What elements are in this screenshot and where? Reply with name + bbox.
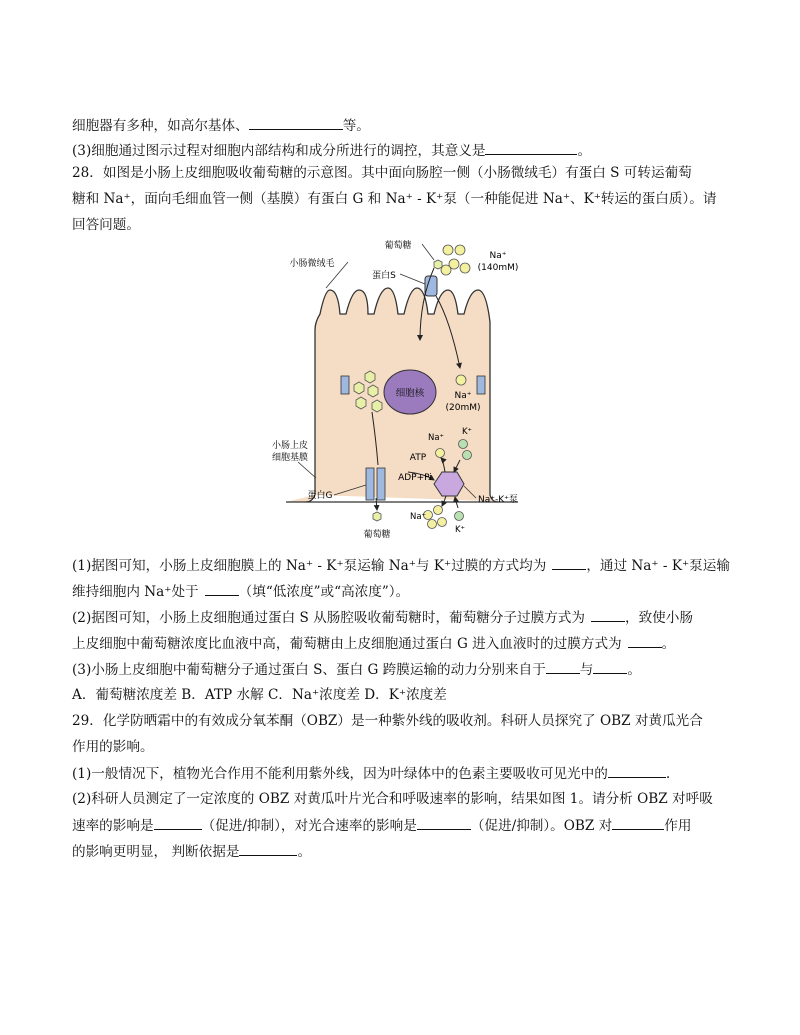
basal-label: 小肠上皮 — [271, 441, 309, 451]
answer-blank[interactable] — [628, 634, 662, 648]
question-29-2-line — [72, 790, 713, 808]
options-text: A．葡萄糖浓度差 B．ATP 水解 C．Na⁺浓度差 D．K⁺浓度差 — [72, 687, 447, 703]
answer-blank[interactable] — [546, 660, 580, 674]
na-ion — [441, 265, 451, 275]
text: 回答问题。 — [72, 217, 140, 233]
text: 。 — [297, 844, 312, 860]
k-ion — [463, 451, 472, 460]
protein-g — [377, 468, 385, 500]
na-inside-conc: (20mM) — [445, 403, 481, 413]
pump-label: Na⁺-K⁺泵 — [478, 495, 518, 505]
glucose-molecule — [368, 385, 378, 397]
protein-s-label: 蛋白S — [372, 271, 396, 281]
glucose-bottom-label: 葡萄糖 — [363, 530, 391, 540]
text: 速率的影响是 — [72, 818, 154, 834]
na-ion — [428, 520, 437, 529]
text: (3)小肠上皮细胞中葡萄糖分子通过蛋白 S、蛋白 G 跨膜运输的动力分别来自于 — [72, 662, 546, 678]
adp-label: ADP+Pi — [398, 473, 432, 483]
membrane-protein — [477, 376, 485, 394]
glucose-molecule — [372, 400, 382, 412]
question-28-line — [72, 216, 140, 234]
text: (1)一般情况下，植物光合作用不能利用紫外线，因为叶绿体中的色素主要吸收可见光中的 — [72, 766, 608, 782]
na-ion — [460, 263, 470, 273]
text: 作用 — [664, 818, 692, 834]
question-28-1-line — [72, 556, 730, 575]
question-29-2-line — [72, 842, 311, 861]
basal-label: 细胞基膜 — [271, 453, 309, 463]
na-ion — [436, 449, 445, 458]
glucose-molecule — [354, 382, 364, 394]
text: ，通过 Na⁺ - K⁺泵运输 — [586, 558, 730, 574]
answer-blank[interactable] — [417, 816, 471, 830]
na-bottom-label: Na⁺ — [409, 512, 427, 522]
text: 的影响更明显， 判断依据是 — [72, 844, 240, 860]
k-bottom-label: K⁺ — [454, 525, 466, 535]
answer-blank[interactable] — [552, 556, 586, 570]
text: 与 — [579, 662, 594, 678]
text-line — [72, 141, 591, 160]
question-28-3-line — [72, 660, 641, 679]
na-ion — [438, 518, 447, 527]
answer-blank[interactable] — [593, 660, 627, 674]
answer-blank[interactable] — [239, 842, 297, 856]
answer-blank[interactable] — [154, 816, 202, 830]
na-ion — [434, 506, 443, 515]
atp-label: ATP — [409, 453, 427, 463]
membrane-protein — [341, 376, 349, 394]
answer-blank[interactable] — [249, 116, 343, 130]
na-inside-label: Na⁺ — [454, 391, 472, 401]
na-outside-conc: (140mM) — [477, 263, 519, 273]
answer-blank[interactable] — [205, 582, 239, 596]
na-ion — [443, 245, 453, 255]
na-pump-label: Na⁺ — [427, 433, 445, 443]
text: (2)科研人员测定了一定浓度的 OBZ 对黄瓜叶片光合和呼吸速率的影响，结果如图 1。请分析 OBZ 对呼吸 — [72, 791, 713, 807]
text: (2)据图可知，小肠上皮细胞通过蛋白 S 从肠腔吸收葡萄糖时，葡萄糖分子过膜方式为 — [72, 610, 585, 626]
glucose-molecule — [356, 397, 366, 409]
na-ion — [456, 375, 466, 385]
answer-blank[interactable] — [612, 816, 664, 830]
question-29-2-line — [72, 816, 691, 835]
text: 糖和 Na⁺，面向毛细血管一侧（基膜）有蛋白 G 和 Na⁺ - K⁺泵（一种能促进 Na⁺、K⁺转运的蛋白质）。请 — [72, 191, 717, 207]
text: （填“低浓度”或“高浓度”）。 — [238, 584, 410, 600]
glucose-molecule — [434, 260, 442, 269]
text: 。 — [627, 662, 641, 678]
text: 等。 — [342, 118, 370, 134]
glucose-absorption-diagram — [260, 240, 550, 545]
question-28-1-line — [72, 582, 409, 601]
question-28-2-line — [72, 634, 675, 653]
answer-blank[interactable] — [608, 764, 666, 778]
glucose-top-label: 葡萄糖 — [384, 241, 412, 251]
k-pump-label: K⁺ — [461, 427, 473, 437]
answer-blank[interactable] — [591, 608, 625, 622]
text-line — [72, 116, 370, 135]
text: . — [665, 766, 671, 782]
text: 。 — [577, 143, 592, 159]
na-ion — [455, 245, 465, 255]
text: 28．如图是小肠上皮细胞吸收葡萄糖的示意图。其中面向肠腔一侧（小肠微绒毛）有蛋白 S 可转运葡萄 — [72, 165, 692, 181]
na-outside-label: Na⁺ — [489, 251, 507, 261]
k-ion — [455, 512, 464, 521]
question-28-line — [72, 190, 716, 208]
question-29-line — [72, 712, 703, 730]
question-28-2-line — [72, 608, 693, 627]
options-line — [72, 686, 447, 704]
text: 29．化学防晒霜中的有效成分氧苯酮（OBZ）是一种紫外线的吸收剂。科研人员探究了 OBZ 对黄瓜光合 — [72, 713, 703, 729]
text: (1)据图可知，小肠上皮细胞膜上的 Na⁺ - K⁺泵运输 Na⁺与 K⁺过膜的方式均为 — [72, 558, 547, 574]
text: 上皮细胞中葡萄糖浓度比血液中高，葡萄糖由上皮细胞通过蛋白 G 进入血液时的过膜方式为 — [72, 636, 622, 652]
text: 细胞器有多种，如高尔基体、 — [72, 118, 249, 134]
protein-g-label: 蛋白G — [307, 491, 333, 501]
text: （促进/抑制）。OBZ 对 — [470, 818, 613, 834]
question-29-line — [72, 738, 154, 756]
question-28-line — [72, 164, 692, 182]
text: 。 — [661, 636, 676, 652]
answer-blank[interactable] — [485, 141, 577, 155]
text: ，致使小肠 — [625, 610, 693, 626]
protein-s — [425, 276, 437, 296]
text: (3)细胞通过图示过程对细胞内部结构和成分所进行的调控，其意义是 — [72, 143, 486, 159]
villi-label: 小肠微绒毛 — [289, 259, 335, 269]
k-ion — [459, 440, 468, 449]
text: 维持细胞内 Na⁺处于 — [72, 584, 199, 600]
protein-g — [366, 468, 374, 500]
text: （促进/抑制），对光合速率的影响是 — [201, 818, 417, 834]
text: 作用的影响。 — [72, 739, 154, 755]
question-29-1-line — [72, 764, 670, 783]
glucose-molecule — [373, 512, 381, 521]
glucose-molecule — [365, 371, 375, 383]
nucleus-label: 细胞核 — [395, 388, 425, 399]
